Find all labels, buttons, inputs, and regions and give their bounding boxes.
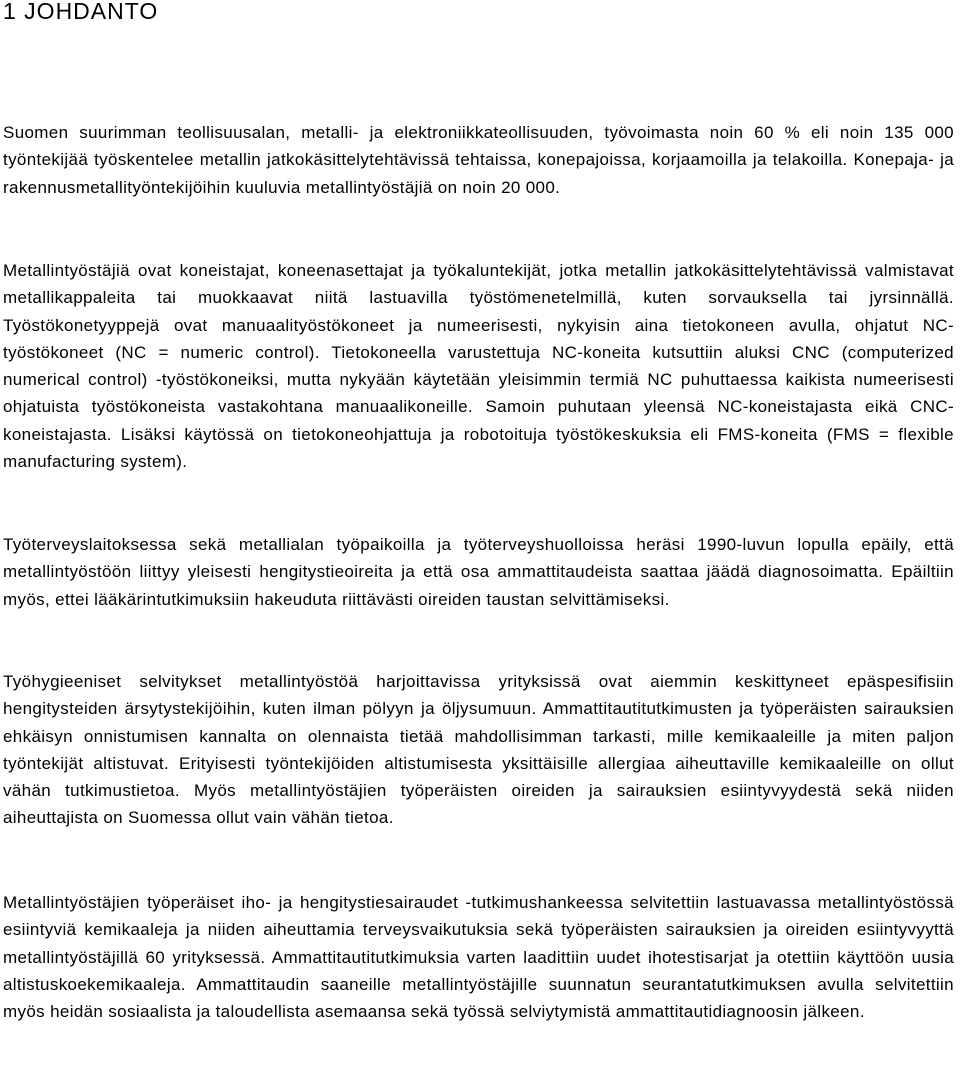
paragraph-intro: Suomen suurimman teollisuusalan, metalli- ja elektroniikkateollisuuden, työvoimasta noin 60 % eli noin 135 000 työntekijää työskentelee metallin jatkokäsittelytehtävissä tehtaissa, konepajoissa, korjaamoilla ja telakoilla. Konepaja- ja rakennusmetallityöntekijöihin kuuluvia metallintyöstäjiä on noin 20 000. — [3, 123, 954, 197]
chapter-heading: 1 JOHDANTO — [3, 0, 159, 24]
paragraph-project: Metallintyöstäjien työperäiset iho- ja hengitystiesairaudet -tutkimushankeessa selvitettiin lastuavassa metallintyöstössä esiintyviä kemikaaleja ja niiden aiheuttamia terveysvaikutuksia sekä työperäisten sairauksien ja oireiden esiintyvyyttä metallintyöstäjillä 60 yrityksessä. Ammattitautitutkimuksia varten laadittiin uudet ihotestisarjat ja otettiin käyttöön uusia altistuskoekemikaaleja. Ammattitaudin saaneille metallintyöstäjille suunnatun seurantatutkimuksen avulla selvitettiin myös heidän sosiaalista ja taloudellista asemaansa sekä työssä selviytymistä ammattitautidiagnoosin jälkeen. — [3, 893, 954, 1022]
paragraph-hygiene: Työhygieeniset selvitykset metallintyöstöä harjoittavissa yrityksissä ovat aiemmin keskittyneet epäspesifisiin hengitysteiden ärsytystekijöihin, kuten ilman pölyyn ja öljysumuun. Ammattitautitutkimusten ja työperäisten sairauksien ehkäisyn onnistumisen kannalta on olennaista tietää mahdollisimman tarkasti, mille kemikaaleille ja miten paljon työntekijät altistuvat. Erityisesti työntekijöiden altistumisesta yksittäisille allergiaa aiheuttaville kemikaaleille on ollut vähän tutkimustietoa. Myös metallintyöstäjien työperäisten oireiden ja sairauksien esiintyvyydestä sekä niiden aiheuttajista on Suomessa ollut vain vähän tietoa. — [3, 672, 954, 828]
paragraph-suspicion: Työterveyslaitoksessa sekä metallialan työpaikoilla ja työterveyshuolloissa heräsi 1990-luvun lopulla epäily, että metallintyöstöön liittyy yleisesti hengitystieoireita ja että osa ammattitaudeista saattaa jäädä diagnosoimatta. Epäiltiin myös, ettei lääkärintutkimuksiin hakeuduta riittävästi oireiden taustan selvittämiseksi. — [3, 535, 954, 609]
paragraph-machinists: Metallintyöstäjiä ovat koneistajat, koneenasettajat ja työkaluntekijät, jotka metallin jatkokäsittelytehtävissä valmistavat metallikappaleita tai muokkaavat niitä lastuavilla työstömenetelmillä, kuten sorvauksella tai jyrsinnällä. Työstökonetyyppejä ovat manuaalityöstökoneet ja numeerisesti, nykyisin aina tietokoneen avulla, ohjatut NC-työstökoneet (NC = numeric control). Tietokoneella varustettuja NC-koneita kutsuttiin aluksi CNC (computerized numerical control) -työstökoneiksi, mutta nykyään käytetään yleisimmin termiä NC puhuttaessa kaikista numeerisesti ohjatuista työstökoneista vastakohtana manuaalikoneille. Samoin puhutaan yleensä NC-koneistajasta eikä CNC-koneistajasta. Lisäksi käytössä on tietokoneohjattuja ja robotoituja työstökeskuksia eli FMS-koneita (FMS = flexible manufacturing system). — [3, 261, 954, 472]
